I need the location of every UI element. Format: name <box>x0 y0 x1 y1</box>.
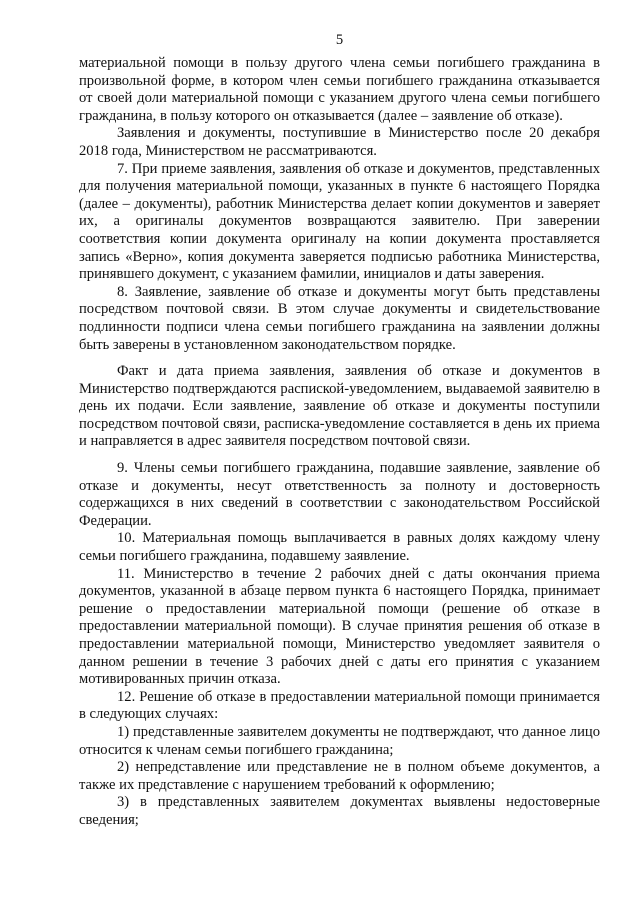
paragraph-item-7: 7. При приеме заявления, заявления об отказе и документов, представленных для получения материальной помощи, указанных в пункте 6 настоящего Порядка (далее – документы), работник Министерства делает копии документов и заверяет их, а оригиналы документов возвращаются заявителю. При заверении соответствия копии документа оригиналу на копии документа проставляется запись «Верно», копия документа заверяется подписью работника Министерства, принявшего документ, с указанием фамилии, инициалов и даты заверения. <box>79 160 600 283</box>
paragraph-item-10: 10. Материальная помощь выплачивается в равных долях каждому члену семьи погибшего гражданина, подавшему заявление. <box>79 530 600 565</box>
page-number: 5 <box>335 32 344 48</box>
paragraph-continuation: материальной помощи в пользу другого члена семьи погибшего гражданина в произвольной форме, в котором член семьи погибшего гражданина отказывается от своей доли материальной помощи с указанием другого члена семьи погибшего гражданина, в пользу которого он отказывается (далее – заявление об отказе). <box>79 55 600 124</box>
paragraph-item-12: 12. Решение об отказе в предоставлении материальной помощи принимается в следующих случаях: <box>79 688 600 723</box>
list-item-2: 2) непредставление или представление не в полном объеме документов, а также их представление с нарушением требований к оформлению; <box>79 759 600 793</box>
list-item-3: 3) в представленных заявителем документах выявлены недостоверные сведения; <box>79 794 600 828</box>
list-item-1: 1) представленные заявителем документы не подтверждают, что данное лицо относится к членам семьи погибшего гражданина; <box>79 723 600 758</box>
paragraph-item-8: 8. Заявление, заявление об отказе и документы могут быть представлены посредством почтовой связи. В этом случае документы и свидетельствование подлинности подписи члена семьи погибшего гражданина на заявлении должны быть заверены в установленном законодательством порядке. <box>79 283 600 353</box>
paragraph-item-9: 9. Члены семьи погибшего гражданина, подавшие заявление, заявление об отказе и документы, несут ответственность за полноту и достоверность содержащихся в них сведений в соответствии с законодательством Российской Федерации. <box>79 460 600 529</box>
paragraph-receipt: Факт и дата приема заявления, заявления об отказе и документов в Министерство подтверждаются распиской-уведомлением, выдаваемой заявителю в день их подачи. Если заявление, заявление об отказе и документы поступили посредством почтовой связи, расписка-уведомление составляется в день их приема и направляется в адрес заявителя посредством почтовой связи. <box>79 363 600 450</box>
paragraph-deadline: Заявления и документы, поступившие в Министерство после 20 декабря 2018 года, Министерством не рассматриваются. <box>79 125 600 159</box>
paragraph-item-11: 11. Министерство в течение 2 рабочих дней с даты окончания приема документов, указанной в абзаце первом пункта 6 настоящего Порядка, принимает решение о предоставлении материальной помощи (решение об отказе в предоставлении материальной помощи). В случае принятия решения об отказе в предоставлении материальной помощи, Министерство уведомляет заявителя о данном решении в течение 3 рабочих дней с даты его принятия с указанием мотивированных причин отказа. <box>79 565 600 688</box>
